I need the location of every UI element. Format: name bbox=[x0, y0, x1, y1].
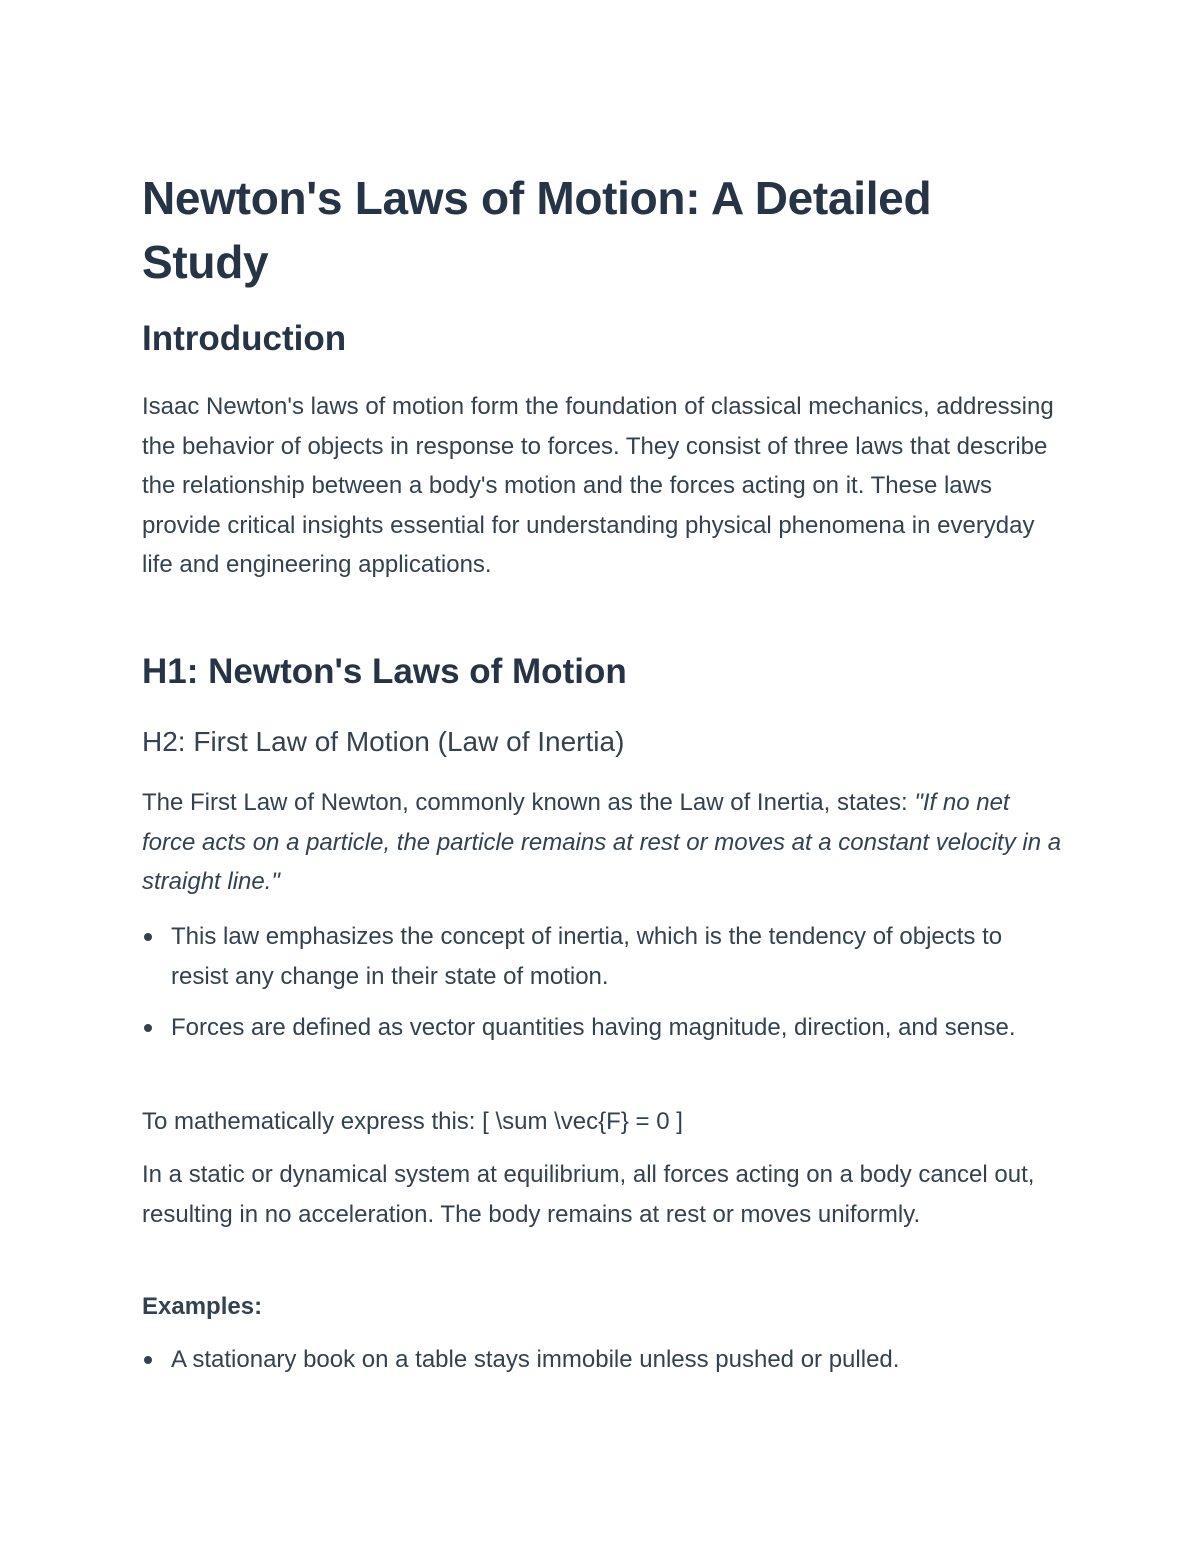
introduction-heading: Introduction bbox=[142, 319, 347, 358]
bullet-icon bbox=[144, 1024, 152, 1032]
math-expression: To mathematically express this: [ \sum \vec{F} = 0 ] bbox=[142, 1108, 683, 1135]
bullet-icon bbox=[144, 933, 152, 941]
examples-label: Examples: bbox=[142, 1293, 263, 1320]
list-item bbox=[142, 917, 1062, 996]
first-law-quote: "If no net force acts on a particle, the particle remains at rest or moves at a constant velocity in a straight line." bbox=[142, 789, 1062, 895]
first-law-statement-prefix: The First Law of Newton, commonly known as the Law of Inertia, states: bbox=[142, 789, 915, 816]
introduction-paragraph: Isaac Newton's laws of motion form the foundation of classical mechanics, addressing the behavior of objects in response to forces. They consist of three laws that describe the relationship between a body's motion and the forces acting on it. These laws provide critical insights essential for understanding physical phenomena in everyday life and engineering applications. bbox=[142, 393, 1054, 578]
first-law-bullet-list bbox=[142, 917, 1062, 1048]
document-title: Newton's Laws of Motion: A Detailed Study bbox=[142, 172, 932, 288]
equilibrium-paragraph: In a static or dynamical system at equilibrium, all forces acting on a body cancel out, resulting in no acceleration. The body remains at rest or moves uniformly. bbox=[142, 1161, 1035, 1228]
bullet-icon bbox=[144, 1356, 152, 1364]
list-item-text: A stationary book on a table stays immobile unless pushed or pulled. bbox=[171, 1346, 900, 1373]
first-law-heading: H2: First Law of Motion (Law of Inertia) bbox=[142, 726, 625, 757]
examples-list bbox=[142, 1340, 1062, 1380]
list-item bbox=[142, 1340, 1062, 1380]
laws-heading: H1: Newton's Laws of Motion bbox=[142, 652, 627, 691]
first-law-statement bbox=[142, 783, 1062, 902]
list-item bbox=[142, 1008, 1062, 1048]
list-item-text: This law emphasizes the concept of inertia, which is the tendency of objects to resist any change in their state of motion. bbox=[171, 923, 1003, 990]
list-item-text: Forces are defined as vector quantities having magnitude, direction, and sense. bbox=[171, 1014, 1016, 1041]
